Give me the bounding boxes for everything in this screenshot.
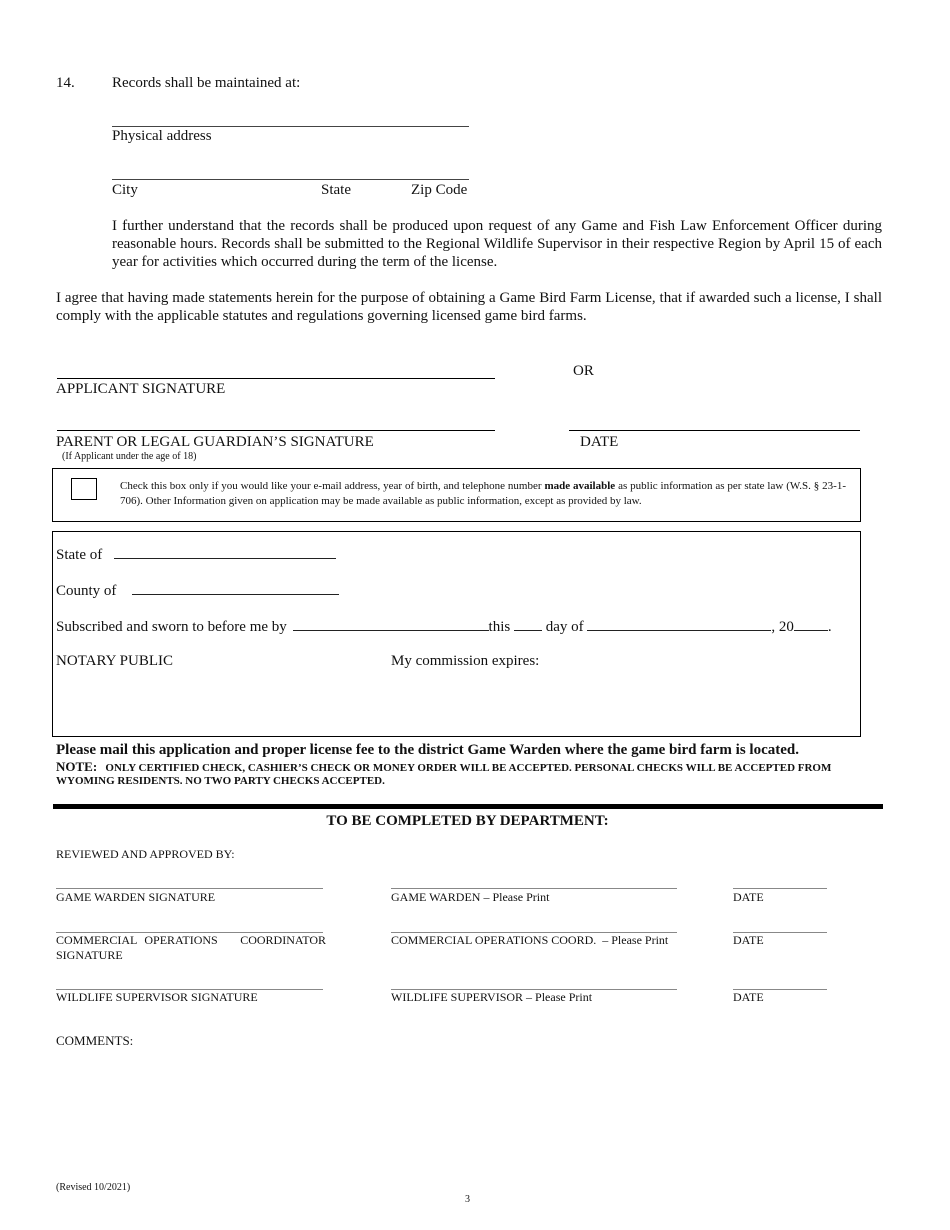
note-text: ONLY CERTIFIED CHECK, CASHIER’S CHECK OR MONEY ORDER WILL BE ACCEPTED. PERSONAL CHECKS WILL BE ACCEPTED FROM WYOMING RESIDENTS. NO TWO PARTY CHECKS ACCEPTED. [56, 762, 832, 787]
supervisor-date-label: DATE [733, 990, 764, 1004]
game-warden-print-line[interactable] [391, 888, 677, 889]
guardian-signature-line[interactable] [57, 430, 495, 431]
supervisor-print-label: WILDLIFE SUPERVISOR – Please Print [391, 990, 593, 1004]
game-warden-print-label: GAME WARDEN – Please Print [391, 890, 550, 904]
applicant-signature-label: APPLICANT SIGNATURE [56, 381, 226, 397]
city-state-zip-field[interactable] [112, 179, 469, 180]
state-of-field[interactable] [114, 544, 336, 559]
month-field[interactable] [587, 616, 771, 631]
page-number: 3 [465, 1194, 470, 1205]
subscriber-name-field[interactable] [293, 616, 489, 631]
county-of-label: County of [56, 583, 117, 599]
state-of-row [56, 544, 336, 564]
guardian-signature-label: PARENT OR LEGAL GUARDIAN’S SIGNATURE [56, 434, 374, 450]
public-info-text-end: as public information as per state law (W.S. § 23-1-706). Other Information given on application may be made available as public information, except as provided by law. [120, 480, 846, 507]
state-of-label: State of [56, 547, 103, 563]
public-info-text-start: Check this box only if you would like your e-mail address, year of birth, and telephone number [120, 480, 545, 492]
this-label: this [488, 619, 511, 635]
game-warden-signature-label: GAME WARDEN SIGNATURE [56, 890, 216, 904]
agreement-paragraph: I agree that having made statements herein for the purpose of obtaining a Game Bird Farm License, that if awarded such a license, I shall comply with the applicable statutes and regulations governing licensed game bird farms. [56, 290, 882, 324]
revision-date: (Revised 10/2021) [56, 1182, 131, 1193]
public-info-text [120, 479, 846, 509]
comments-label: COMMENTS: [56, 1033, 134, 1048]
or-label: OR [573, 363, 594, 379]
game-warden-date-label: DATE [733, 890, 764, 904]
payment-note [56, 760, 856, 788]
date-label: DATE [580, 434, 619, 450]
year-prefix: , 20 [771, 619, 794, 635]
state-label: State [321, 182, 351, 198]
subscribed-row [56, 616, 832, 636]
item-number: 14. [56, 75, 75, 91]
day-of-label: day of [545, 619, 584, 635]
subscribed-label: Subscribed and sworn to before me by [56, 619, 287, 635]
commission-expires-label: My commission expires: [391, 653, 540, 669]
county-of-field[interactable] [132, 580, 339, 595]
game-warden-date-line[interactable] [733, 888, 827, 889]
department-heading: TO BE COMPLETED BY DEPARTMENT: [326, 813, 609, 829]
coordinator-date-label: DATE [733, 933, 764, 947]
date-line[interactable] [569, 430, 860, 431]
year-field[interactable] [794, 616, 828, 631]
supervisor-signature-label: WILDLIFE SUPERVISOR SIGNATURE [56, 990, 258, 1004]
mail-instructions: Please mail this application and proper license fee to the district Game Warden where the game bird farm is located. [56, 742, 799, 758]
reviewed-approved-label: REVIEWED AND APPROVED BY: [56, 847, 235, 861]
coordinator-signature-label: COMMERCIAL OPERATIONS COORDINATOR SIGNATURE [56, 933, 329, 962]
notary-public-label: NOTARY PUBLIC [56, 653, 174, 669]
records-maintained-label: Records shall be maintained at: [112, 75, 301, 91]
physical-address-label: Physical address [112, 128, 212, 144]
guardian-note: (If Applicant under the age of 18) [62, 451, 197, 462]
coordinator-print-label: COMMERCIAL OPERATIONS COORD. – Please Print [391, 933, 669, 947]
note-label: NOTE: [56, 759, 98, 774]
city-label: City [112, 182, 138, 198]
zip-code-label: Zip Code [411, 182, 468, 198]
county-of-row [56, 580, 339, 600]
public-info-checkbox[interactable] [71, 478, 97, 500]
day-field[interactable] [514, 616, 542, 631]
public-info-text-bold: made available [544, 480, 616, 492]
section-divider [53, 804, 883, 809]
game-warden-signature-line[interactable] [56, 888, 323, 889]
records-understanding-paragraph: I further understand that the records shall be produced upon request of any Game and Fish Law Enforcement Officer during reasonable hours. Records shall be submitted to the Regional Wildlife Supervisor in their respective Region by April 15 of each year for activities which occurred during the term of the license. [112, 218, 882, 270]
period: . [827, 619, 832, 635]
applicant-signature-line[interactable] [57, 378, 495, 379]
